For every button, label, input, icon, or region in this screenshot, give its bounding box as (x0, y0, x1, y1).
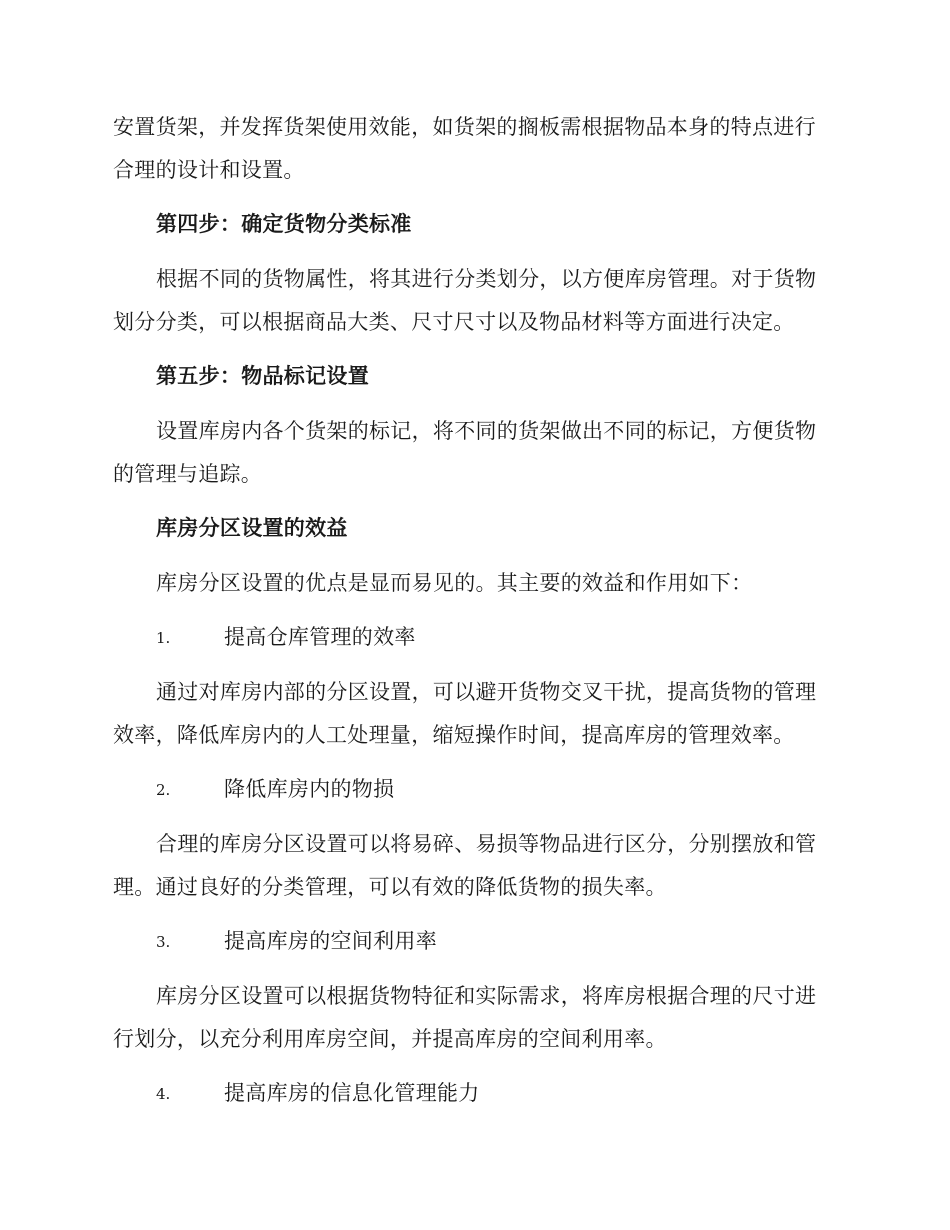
paragraph-line: 库房分区设置的优点是显而易见的。其主要的效益和作用如下： (156, 571, 753, 595)
paragraph-line: 通过对库房内部的分区设置，可以避开货物交叉干扰，提高货物的管理 (156, 680, 817, 704)
paragraph-line: 库房分区设置可以根据货物特征和实际需求，将库房根据合理的尺寸进 (156, 984, 817, 1008)
paragraph-line: 划分分类，可以根据商品大类、尺寸尺寸以及物品材料等方面进行决定。 (113, 310, 795, 334)
section-heading-benefits: 库房分区设置的效益 (156, 515, 348, 540)
paragraph-line: 根据不同的货物属性，将其进行分类划分，以方便库房管理。对于货物 (156, 267, 817, 291)
list-number: 2. (156, 781, 171, 799)
list-item-title: 提高库房的空间利用率 (224, 929, 437, 953)
paragraph-line: 的管理与追踪。 (113, 462, 263, 486)
paragraph-line: 效率，降低库房内的人工处理量，缩短操作时间，提高库房的管理效率。 (113, 723, 795, 747)
paragraph-line: 合理的库房分区设置可以将易碎、易损等物品进行区分，分别摆放和管 (156, 832, 817, 856)
list-item-title: 提高库房的信息化管理能力 (224, 1081, 480, 1105)
list-number: 4. (156, 1085, 171, 1103)
list-item-title: 降低库房内的物损 (224, 777, 395, 801)
paragraph-line: 理。通过良好的分类管理，可以有效的降低货物的损失率。 (113, 875, 667, 899)
list-number: 3. (156, 933, 171, 951)
section-heading-step4: 第四步：确定货物分类标准 (156, 211, 412, 236)
list-item-title: 提高仓库管理的效率 (224, 625, 416, 649)
paragraph-line: 安置货架，并发挥货架使用效能，如货架的搁板需根据物品本身的特点进行 (113, 115, 816, 139)
paragraph-line: 合理的设计和设置。 (113, 158, 305, 182)
paragraph-line: 行划分，以充分利用库房空间，并提高库房的空间利用率。 (113, 1027, 667, 1051)
paragraph-line: 设置库房内各个货架的标记，将不同的货架做出不同的标记，方便货物 (156, 419, 817, 443)
section-heading-step5: 第五步：物品标记设置 (156, 363, 369, 388)
list-number: 1. (156, 629, 171, 647)
